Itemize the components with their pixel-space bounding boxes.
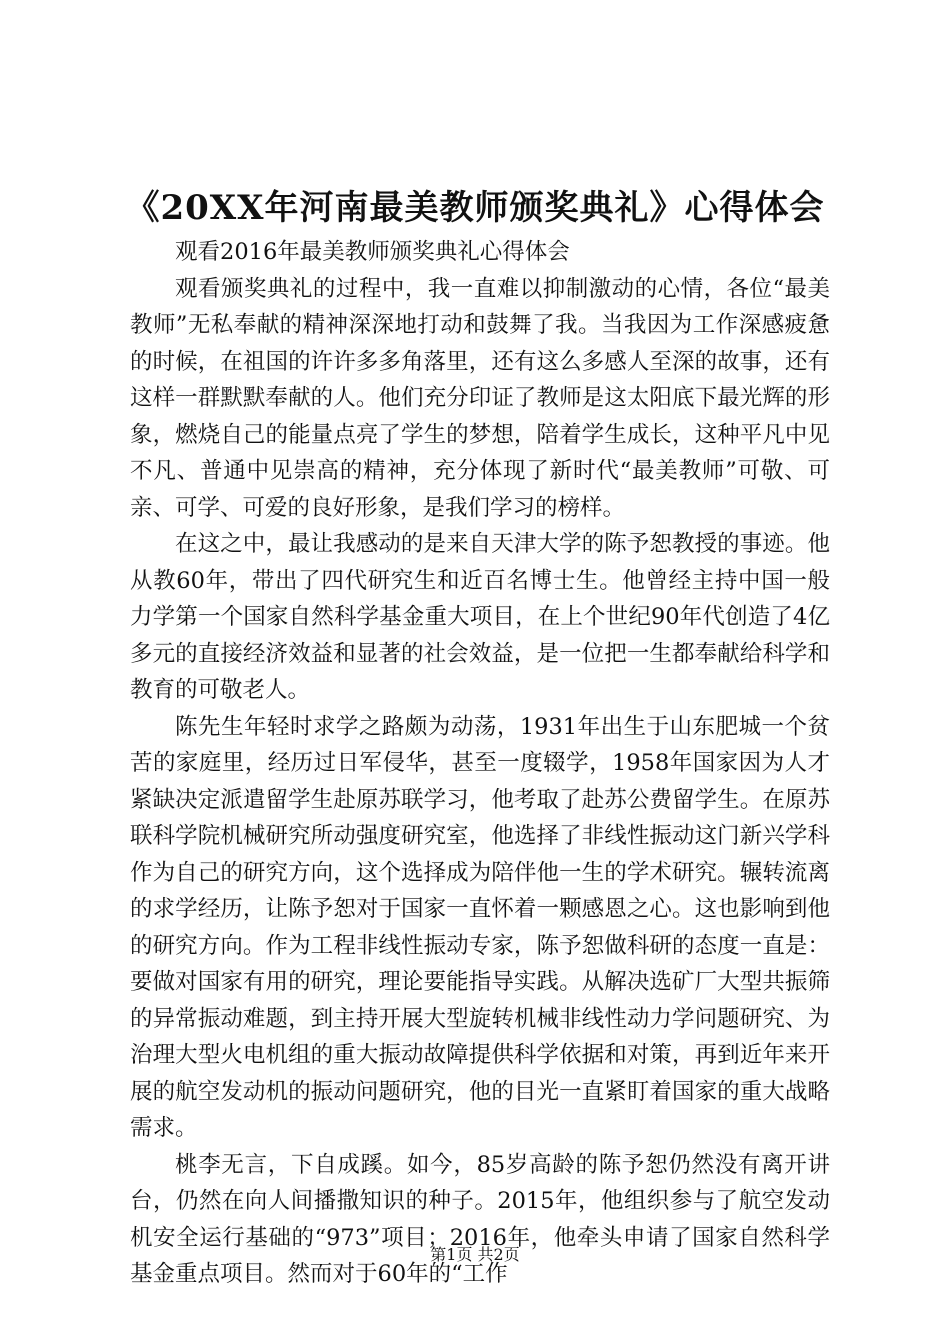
document-subtitle: 观看2016年最美教师颁奖典礼心得体会	[175, 239, 570, 265]
document-body	[130, 234, 830, 1293]
paragraph-2: 在这之中，最让我感动的是来自天津大学的陈予恕教授的事迹。他从教60年，带出了四代研究生和近百名博士生。他曾经主持中国一般力学第一个国家自然科学基金重大项目，在上个世纪90年代创造了4亿多元的直接经济效益和显著的社会效益，是一位把一生都奉献给科学和教育的可敬老人。	[130, 531, 830, 703]
document-title: 《20XX年河南最美教师颁奖典礼》心得体会	[125, 188, 825, 228]
paragraph-3: 陈先生年轻时求学之路颇为动荡，1931年出生于山东肥城一个贫苦的家庭里，经历过日军侵华，甚至一度辍学，1958年国家因为人才紧缺决定派遣留学生赴原苏联学习，他考取了赴苏公费留学生。在原苏联科学院机械研究所动强度研究室，他选择了非线性振动这门新兴学科作为自己的研究方向，这个选择成为陪伴他一生的学术研究。辗转流离的求学经历，让陈予恕对于国家一直怀着一颗感恩之心。这也影响到他的研究方向。作为工程非线性振动专家，陈予恕做科研的态度一直是：要做对国家有用的研究，理论要能指导实践。从解决选矿厂大型共振筛的异常振动难题，到主持开展大型旋转机械非线性动力学问题研究、为治理大型火电机组的重大振动故障提供科学依据和对策，再到近年来开展的航空发动机的振动问题研究，他的目光一直紧盯着国家的重大战略需求。	[130, 713, 830, 1141]
page-footer: 第1页 共2页	[430, 1245, 520, 1264]
paragraph-4: 桃李无言，下自成蹊。如今，85岁高龄的陈予恕仍然没有离开讲台，仍然在向人间播撒知识的种子。2015年，他组织参与了航空发动机安全运行基础的“973”项目；2016年，他牵头申请了国家自然科学基金重点项目。然而对于60年的“工作	[130, 1151, 830, 1287]
paragraph-1: 观看颁奖典礼的过程中，我一直难以抑制激动的心情，各位“最美教师”无私奉献的精神深深地打动和鼓舞了我。当我因为工作深感疲惫的时候，在祖国的许许多多角落里，还有这么多感人至深的故事，还有这样一群默默奉献的人。他们充分印证了教师是这太阳底下最光辉的形象，燃烧自己的能量点亮了学生的梦想，陪着学生成长，这种平凡中见不凡、普通中见崇高的精神，充分体现了新时代“最美教师”可敬、可亲、可学、可爱的良好形象，是我们学习的榜样。	[130, 275, 830, 521]
